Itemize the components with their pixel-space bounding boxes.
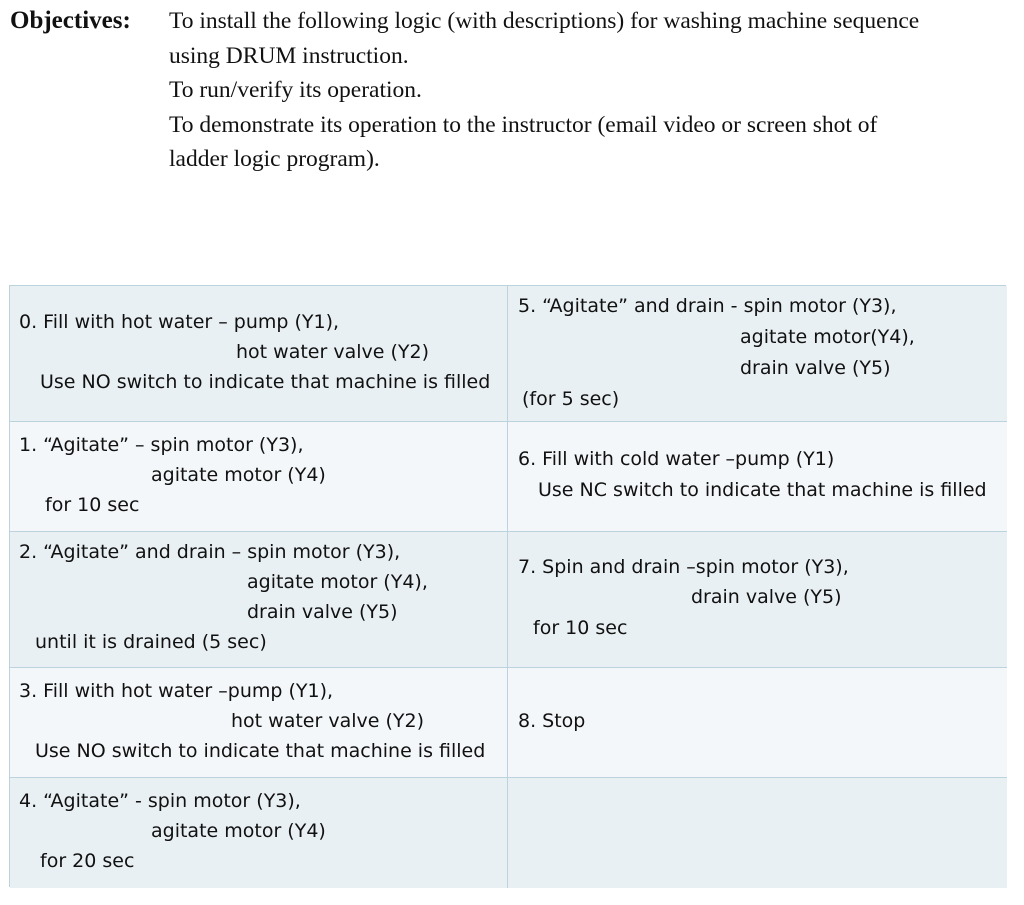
objectives-label: Objectives: bbox=[10, 7, 131, 34]
step-cell-6 bbox=[508, 422, 1007, 532]
step-5-duration: (for 5 sec) bbox=[522, 388, 620, 410]
step-6-condition: Use NC switch to indicate that machine is filled bbox=[538, 479, 987, 501]
step-3-detail: hot water valve (Y2) bbox=[231, 710, 424, 732]
step-8-title: 8. Stop bbox=[518, 710, 586, 732]
step-cell-7 bbox=[508, 532, 1007, 668]
step-5-detail: agitate motor(Y4), bbox=[740, 326, 915, 348]
step-1-duration: for 10 sec bbox=[45, 494, 140, 516]
step-3-condition: Use NO switch to indicate that machine is filled bbox=[35, 740, 486, 762]
step-2-detail: drain valve (Y5) bbox=[247, 601, 398, 623]
step-7-detail: drain valve (Y5) bbox=[691, 586, 842, 608]
objective-line: ladder logic program). bbox=[169, 146, 380, 172]
objective-line: To run/verify its operation. bbox=[169, 77, 422, 103]
step-5-title: 5. “Agitate” and drain - spin motor (Y3), bbox=[518, 295, 897, 317]
step-7-title: 7. Spin and drain –spin motor (Y3), bbox=[518, 556, 849, 578]
step-cell-0 bbox=[10, 286, 508, 422]
objective-line: To install the following logic (with descriptions) for washing machine sequence bbox=[169, 8, 920, 34]
objective-line: To demonstrate its operation to the instructor (email video or screen shot of bbox=[169, 111, 878, 138]
objectives-section bbox=[10, 4, 1014, 177]
objectives-text bbox=[169, 4, 1014, 177]
step-1-title: 1. “Agitate” – spin motor (Y3), bbox=[19, 434, 304, 456]
empty-cell bbox=[508, 778, 1007, 888]
step-6-title: 6. Fill with cold water –pump (Y1) bbox=[518, 448, 835, 470]
step-4-title: 4. “Agitate” - spin motor (Y3), bbox=[19, 790, 301, 812]
step-cell-3 bbox=[10, 668, 508, 778]
step-2-duration: until it is drained (5 sec) bbox=[35, 631, 267, 653]
step-2-detail: agitate motor (Y4), bbox=[247, 571, 428, 593]
step-1-detail: agitate motor (Y4) bbox=[151, 464, 326, 486]
step-cell-4 bbox=[10, 778, 508, 888]
step-0-condition: Use NO switch to indicate that machine is filled bbox=[40, 371, 491, 393]
step-5-detail: drain valve (Y5) bbox=[740, 357, 891, 379]
objective-line: using DRUM instruction. bbox=[169, 42, 409, 69]
step-4-detail: agitate motor (Y4) bbox=[151, 820, 326, 842]
step-0-detail: hot water valve (Y2) bbox=[236, 341, 429, 363]
step-2-title: 2. “Agitate” and drain – spin motor (Y3), bbox=[19, 541, 401, 563]
step-0-title: 0. Fill with hot water – pump (Y1), bbox=[19, 311, 340, 333]
step-4-duration: for 20 sec bbox=[40, 850, 135, 872]
step-3-title: 3. Fill with hot water –pump (Y1), bbox=[19, 680, 334, 702]
step-cell-8 bbox=[508, 668, 1007, 778]
step-cell-1 bbox=[10, 422, 508, 532]
sequence-steps-table bbox=[9, 285, 1006, 887]
step-cell-2 bbox=[10, 532, 508, 668]
step-7-duration: for 10 sec bbox=[533, 617, 628, 639]
step-cell-5 bbox=[508, 286, 1007, 422]
